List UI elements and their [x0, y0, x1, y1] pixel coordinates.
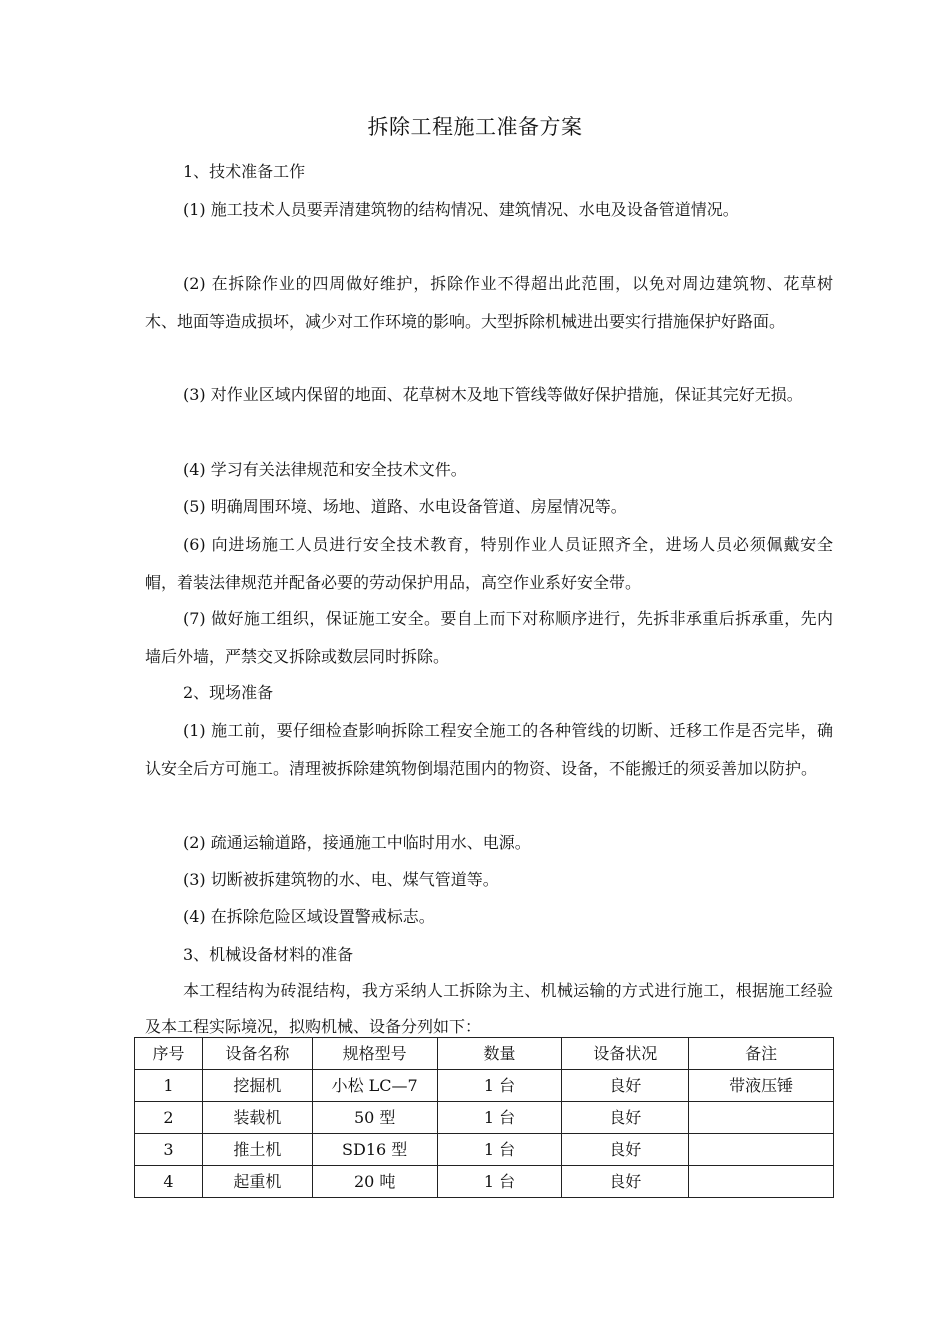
cell-index: 2	[135, 1102, 203, 1134]
paragraph-1-2: (2) 在拆除作业的四周做好维护，拆除作业不得超出此范围，以免对周边建筑物、花草树木、地面等造成损坏，减少对工作环境的影响。大型拆除机械进出要实行措施保护好路面。	[145, 274, 833, 331]
cell-equipment-name: 推土机	[202, 1134, 312, 1166]
cell-remarks	[689, 1102, 834, 1134]
table-header-row	[135, 1038, 834, 1070]
paragraph-2-3: (3) 切断被拆建筑物的水、电、煤气管道等。	[183, 870, 499, 889]
header-equipment-name: 设备名称	[202, 1038, 312, 1070]
cell-quantity: 1 台	[437, 1166, 562, 1198]
header-quantity: 数量	[437, 1038, 562, 1070]
cell-quantity: 1 台	[437, 1134, 562, 1166]
paragraph-1-3: (3) 对作业区域内保留的地面、花草树木及地下管线等做好保护措施，保证其完好无损。	[183, 385, 803, 404]
header-index: 序号	[135, 1038, 203, 1070]
section-heading-1: 1、技术准备工作	[183, 162, 306, 181]
cell-equipment-name: 起重机	[202, 1166, 312, 1198]
paragraph-2-1: (1) 施工前，要仔细检查影响拆除工程安全施工的各种管线的切断、迁移工作是否完毕，确认安全后方可施工。清理被拆除建筑物倒塌范围内的物资、设备，不能搬迁的须妥善加以防护。	[145, 721, 833, 778]
paragraph-1-6: (6) 向进场施工人员进行安全技术教育，特别作业人员证照齐全，进场人员必须佩戴安全帽，着装法律规范并配备必要的劳动保护用品，高空作业系好安全带。	[145, 535, 833, 592]
header-model: 规格型号	[312, 1038, 437, 1070]
cell-condition: 良好	[562, 1134, 689, 1166]
cell-condition: 良好	[562, 1102, 689, 1134]
cell-quantity: 1 台	[437, 1102, 562, 1134]
table-row	[135, 1166, 834, 1198]
paragraph-2-4: (4) 在拆除危险区域设置警戒标志。	[183, 907, 435, 926]
paragraph-1-7: (7) 做好施工组织，保证施工安全。要自上而下对称顺序进行，先拆非承重后拆承重，先内墙后外墙，严禁交叉拆除或数层同时拆除。	[145, 609, 833, 666]
cell-index: 1	[135, 1070, 203, 1102]
cell-condition: 良好	[562, 1070, 689, 1102]
section-heading-2: 2、现场准备	[183, 683, 274, 702]
cell-model: 50 型	[312, 1102, 437, 1134]
cell-equipment-name: 挖掘机	[202, 1070, 312, 1102]
table-row	[135, 1134, 834, 1166]
cell-quantity: 1 台	[437, 1070, 562, 1102]
cell-model: SD16 型	[312, 1134, 437, 1166]
equipment-table	[134, 1037, 834, 1198]
paragraph-1-1: (1) 施工技术人员要弄清建筑物的结构情况、建筑情况、水电及设备管道情况。	[183, 200, 739, 219]
paragraph-1-5: (5) 明确周围环境、场地、道路、水电设备管道、房屋情况等。	[183, 497, 627, 516]
cell-remarks: 带液压锤	[689, 1070, 834, 1102]
cell-model: 20 吨	[312, 1166, 437, 1198]
cell-remarks	[689, 1166, 834, 1198]
cell-condition: 良好	[562, 1166, 689, 1198]
cell-remarks	[689, 1134, 834, 1166]
table-row	[135, 1070, 834, 1102]
document-title: 拆除工程施工准备方案	[367, 115, 583, 139]
cell-index: 3	[135, 1134, 203, 1166]
header-remarks: 备注	[689, 1038, 834, 1070]
cell-model: 小松 LC—7	[312, 1070, 437, 1102]
paragraph-2-2: (2) 疏通运输道路，接通施工中临时用水、电源。	[183, 833, 531, 852]
header-condition: 设备状况	[562, 1038, 689, 1070]
cell-index: 4	[135, 1166, 203, 1198]
cell-equipment-name: 装载机	[202, 1102, 312, 1134]
section-heading-3: 3、机械设备材料的准备	[183, 945, 354, 964]
paragraph-1-4: (4) 学习有关法律规范和安全技术文件。	[183, 460, 467, 479]
paragraph-3-1: 本工程结构为砖混结构，我方采纳人工拆除为主、机械运输的方式进行施工，根据施工经验及本工程实际境况，拟购机械、设备分列如下：	[145, 981, 833, 1036]
table-row	[135, 1102, 834, 1134]
